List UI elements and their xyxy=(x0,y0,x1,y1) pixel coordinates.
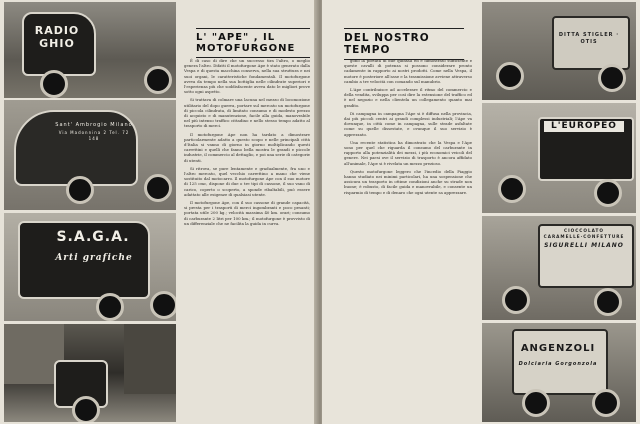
wheel-icon xyxy=(40,70,68,98)
europeo-sign: L'EUROPEO xyxy=(544,121,624,132)
paragraph: Il motofurgone Ape non ha tardato a dimostrare particolarmente adatto a questo scopo e nelle principali città d'Italia si vanno di giorno in giorno moltiplicando questi carrettini e quelli che fanno bella mostra le grandi e piccole industrie, il commercio al dettaglio, e poi una serie di categorie di utenti. xyxy=(184,131,310,163)
wheel-icon xyxy=(598,64,626,92)
sant-ambrogio-photo xyxy=(4,100,176,210)
building-shape xyxy=(124,324,176,394)
paragraph: Si trattava di colmare una lacuna nel mezzo di locomozione utilitario del dopo guerra, portare sul mercato un motofurgone di piccola cilindrata, di limitato consumo e di modesto prezzo di acquisto e di manutenzione, facile alla guida, manovrabile nel più intenso traffico cittadino e nello stesso tempo adatto al trasporto di merci. xyxy=(184,97,310,129)
paragraph: L'Ape contribuisce ad accelerare il ritmo del commercio e della vendita, sviluppa per così dire la estensione del traffico ed è nel negozio e nella clientela un collegamento quanto mai gradito. xyxy=(344,87,472,108)
wheel-icon xyxy=(144,174,172,202)
sigurelli-photo xyxy=(482,216,636,320)
wheel-icon xyxy=(522,389,550,417)
sant-ambrogio-sub: Via Madonnina 2 Tel. 72 148 xyxy=(58,130,130,141)
paragraph: Una recente statistica ha dimostrato che la Vespa e l'Ape sono per quel che riguarda il consumo del carburante in rapporto alla potenzialità dei mezzi, i più economici veicoli del genere. Nei paesi ove il servizio di trasporto è ancora affidato all'animale, l'Ape si è rivelata un mezzo prezioso. xyxy=(344,139,472,166)
angenzoli-photo xyxy=(482,323,636,422)
article-title-right: DEL NOSTRO TEMPO xyxy=(344,28,464,60)
wheel-icon xyxy=(502,286,530,314)
paragraph: È di caso di dire che un successo tira l'altro, o meglio genera l'altro. Difatti il motofurgone Ape è stato generato dalla Vespa e di questa macchina conserva, nella sua struttura e nei suoi organi, le caratteristiche fondamentali. Il motofurgone aveva da tempo nella sua bottiglia nelle cilindrate superiori e l'esperienza più che soddisfacente aveva dato le migliori prove sotto ogni aspetto. xyxy=(184,58,310,95)
radio-ghio-sign: RADIO GHIO xyxy=(34,24,80,50)
wheel-icon xyxy=(496,62,524,90)
wheel-icon xyxy=(66,176,94,204)
wheel-icon xyxy=(96,293,124,321)
wheel-icon xyxy=(144,66,172,94)
paragraph: Di campagna in campagna l'Ape si è diffusa nella provincia, dai più piccoli centri ai grandi complessi industriali; l'Ape va dovunque, in città come in campagna, sulle strade asfaltate come su quelle dissestate, e ovunque il suo servizio è apprezzato. xyxy=(344,110,472,137)
saga-sub: Arti grafiche xyxy=(55,253,133,263)
street-van-photo xyxy=(4,324,176,422)
saga-sign: S.A.G.A. xyxy=(56,229,130,245)
right-page xyxy=(322,0,640,424)
angenzoli-sign: ANGENZOLI xyxy=(520,343,596,354)
stigler-otis-sign: DITTA STIGLER · OTIS xyxy=(558,32,620,45)
stigler-otis-photo xyxy=(482,2,636,100)
paragraph: gono la portata di due quintali ed è dimostrato sufficiente e queste cavalli di potenza si possono considerare pronto cadamente in rapporto ai nostri prodotti. Come nella Vespa, il motore è posteriore all'asse e la trasmissione avviene attraverso cambio a tre velocità con comando sul manubrio. xyxy=(344,58,472,84)
sigurelli-sub: SIGURELLI MILANO xyxy=(544,242,624,249)
left-text-column xyxy=(184,58,310,420)
wheel-icon xyxy=(498,175,526,203)
angenzoli-sub: Dolciaria Gorgonzola xyxy=(518,361,598,367)
wheel-icon xyxy=(594,288,622,316)
europeo-photo xyxy=(482,103,636,213)
sigurelli-sign: CIOCCOLATO CARAMELLE·CONFETTURE xyxy=(543,228,625,239)
wheel-icon xyxy=(72,396,100,422)
left-page xyxy=(0,0,318,424)
paragraph: Questo motofurgone leggero che l'incedio della Piaggio hanno studiato nei minimi particolari, ha una sospensione che assicura un trasporto in ottime condizioni anche su strade non buone; è robusto, di facile guida e manovrabile, e consente un risparmio di tempo e di denaro che ogni utente sa apprezzare. xyxy=(344,168,472,195)
paragraph: Il motofurgone Ape, con il suo cassone di grande capacità, si presta per i trasporti di merci ingombranti e poco pesanti; portata utile 200 kg.; velocità massima 40 km. orari; consumo di carburante 2 litri per 100 km.; il motofurgone è provvisto di un differenziale che ne facilita la guida in curva. xyxy=(184,200,310,226)
wheel-icon xyxy=(592,389,620,417)
saga-photo xyxy=(4,213,176,321)
wheel-icon xyxy=(150,291,176,319)
radio-ghio-photo xyxy=(4,2,176,98)
sant-ambrogio-sign: Sant' Ambrogio Milano xyxy=(55,122,133,128)
right-text-column xyxy=(344,58,472,420)
wheel-icon xyxy=(594,179,622,207)
paragraph: Si ritrova, se pure lentamente e gradualmente, fra uno e l'altro mercato, quel vecchio carrettino a mano che viene sostituito dal motocarro. Il motofurgone Ape con il suo motore di 125 cmc, dispone di due o tre tipi di cassone, il suo vano di carico, coperto o scoperto, a sponde ribaltabili, può essere adattato alle esigenze di qualsiasi utente. xyxy=(184,165,310,197)
article-title-left: L' "APE" , IL MOTOFURGONE xyxy=(196,28,310,58)
